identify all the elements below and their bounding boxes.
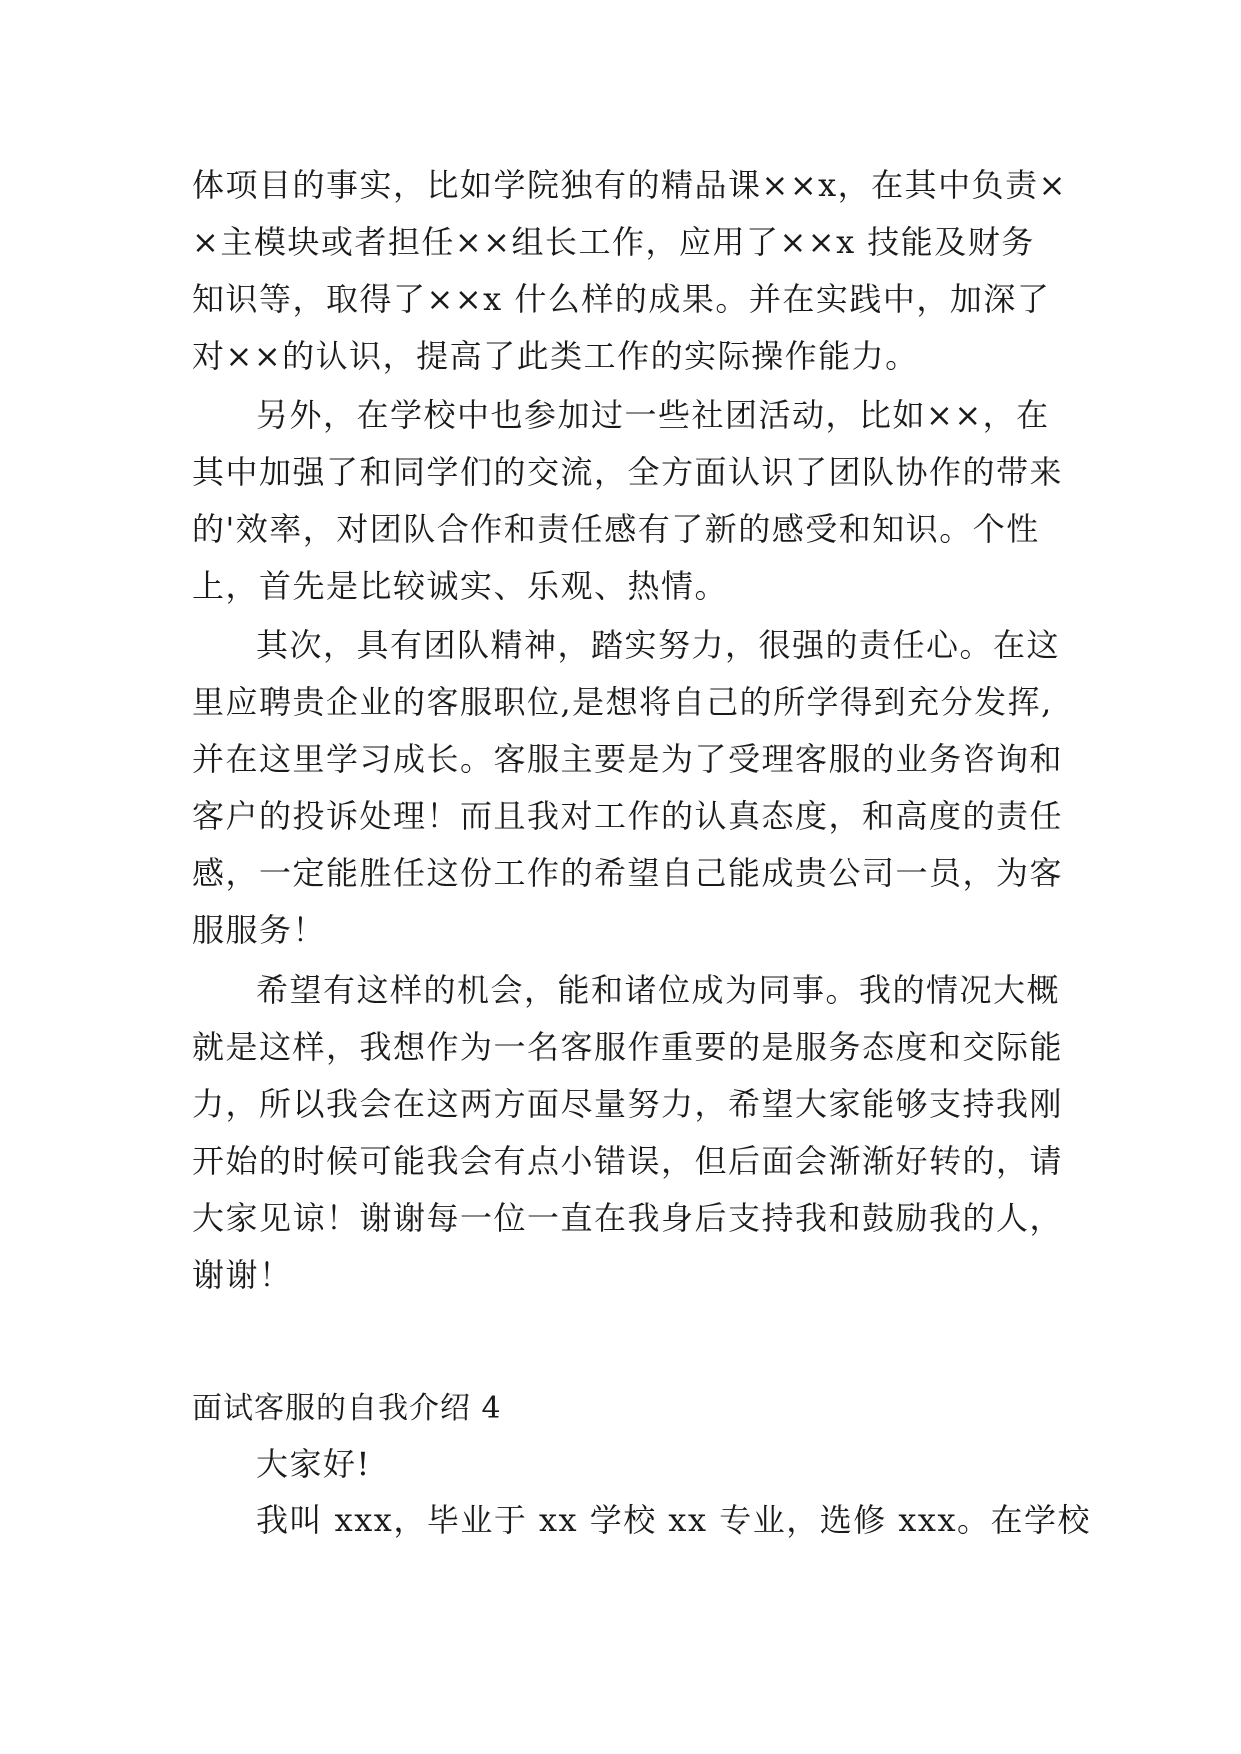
paragraph-line: ×主模块或者担任××组长工作，应用了××x 技能及财务 — [192, 223, 1035, 261]
paragraph-line: 希望有这样的机会，能和诸位成为同事。我的情况大概 — [256, 971, 1061, 1009]
paragraph-line: 服服务！ — [192, 911, 327, 949]
paragraph-line: 上，首先是比较诚实、乐观、热情。 — [192, 567, 729, 605]
paragraph-line: 感，一定能胜任这份工作的希望自己能成贵公司一员，为客 — [192, 854, 1064, 892]
section-title: 面试客服的自我介绍 4 — [192, 1391, 502, 1426]
paragraph-line: 另外，在学校中也参加过一些社团活动，比如××，在 — [256, 396, 1050, 434]
paragraph-line: 开始的时候可能我会有点小错误，但后面会渐渐好转的，请 — [192, 1142, 1064, 1180]
paragraph-line: 其次，具有团队精神，踏实努力，很强的责任心。在这 — [256, 626, 1061, 664]
greeting: 大家好! — [256, 1445, 371, 1483]
intro-line: 我叫 xxx，毕业于 xx 学校 xx 专业，选修 xxx。在学校 — [256, 1501, 1092, 1539]
paragraph-line: 知识等，取得了××x 什么样的成果。并在实践中，加深了 — [192, 280, 1051, 318]
paragraph-line: 对××的认识，提高了此类工作的实际操作能力。 — [192, 337, 919, 375]
paragraph-line: 客户的投诉处理！而且我对工作的认真态度，和高度的责任 — [192, 797, 1064, 835]
paragraph-line: 其中加强了和同学们的交流，全方面认识了团队协作的带来 — [192, 453, 1064, 491]
paragraph-line: 力，所以我会在这两方面尽量努力，希望大家能够支持我刚 — [192, 1085, 1064, 1123]
paragraph-line: 大家见谅！谢谢每一位一直在我身后支持我和鼓励我的人， — [192, 1199, 1064, 1237]
paragraph-line: 就是这样，我想作为一名客服作重要的是服务态度和交际能 — [192, 1028, 1064, 1066]
paragraph-line: 体项目的事实，比如学院独有的精品课××x，在其中负责× — [192, 166, 1067, 204]
paragraph-line: 里应聘贵企业的客服职位,是想将自己的所学得到充分发挥, — [192, 683, 1053, 721]
paragraph-line: 并在这里学习成长。客服主要是为了受理客服的业务咨询和 — [192, 740, 1064, 778]
paragraph-line: 的'效率，对团队合作和责任感有了新的感受和知识。个性 — [192, 510, 1040, 548]
paragraph-line: 谢谢！ — [192, 1256, 293, 1294]
